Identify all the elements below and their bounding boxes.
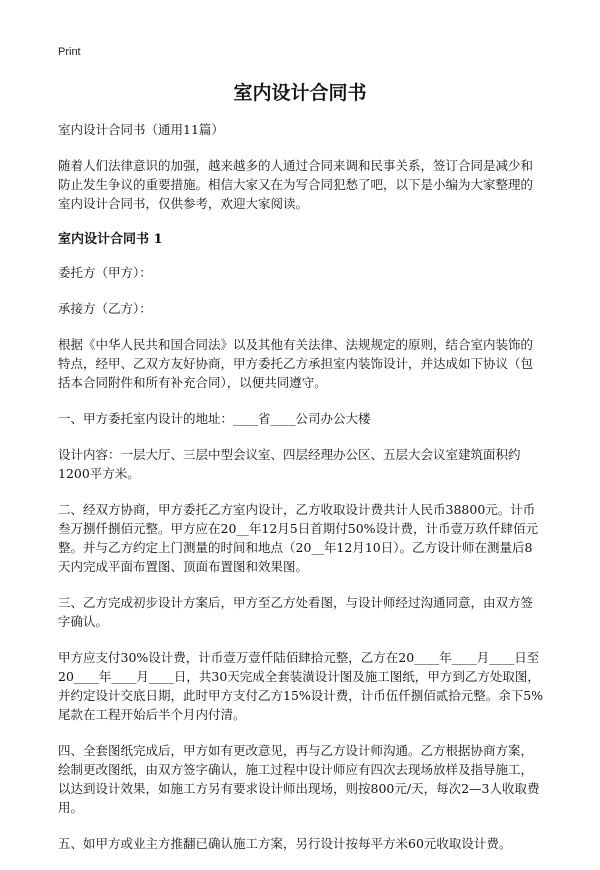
print-link[interactable]: Print (58, 46, 81, 58)
contractor-line: 承接方（乙方）： (58, 301, 152, 316)
intro-paragraph: 随着人们法律意识的加强，越来越多的人通过合同来调和民事关系，签订合同是减少和防止发生争议的重要措施。相信大家又在为写合同犯愁了吧，以下是小编为大家整理的室内设计合同书，仅供参考，欢迎大家阅读。 (58, 158, 534, 211)
document-title: 室内设计合同书 (233, 82, 367, 104)
payment-paragraph: 甲方应支付30%设计费，计币壹万壹仟陆佰肆拾元整，乙方在20____年____月____日至20____年____月____日，共30天完成全套装潢设计图及施工图纸，甲方到乙方处取图，并约定设计交底日期，此时甲方支付乙方15%设计费，计币伍仟捌佰贰拾元整。余下5%尾款在工程开始后半个月内付清。 (58, 650, 544, 722)
clause-4: 四、全套图纸完成后，甲方如有更改意见，再与乙方设计师沟通。乙方根据协商方案，绘制更改图纸，由双方签字确认，施工过程中设计师应有四次去现场放样及指导施工，以达到设计效果，如施工方另有要求设计师出现场，则按800元/天，每次2—3人收取费用。 (58, 743, 540, 815)
basis-paragraph: 根据《中华人民共和国合同法》以及其他有关法律、法规规定的原则，结合室内装饰的特点，经甲、乙双方友好协商，甲方委托乙方承担室内装饰设计，并达成如下协议（包括本合同附件和所有补充合同），以便共同遵守。 (58, 337, 534, 390)
clause-3: 三、乙方完成初步设计方案后，甲方至乙方处看图，与设计师经过沟通同意，由双方签字确认。 (58, 595, 534, 629)
clause-2: 二、经双方协商，甲方委托乙方室内设计，乙方收取设计费共计人民币38800元。计币叁万捌仟捌佰元整。甲方应在20__年12月5日首期付50%设计费，计币壹万玖仟肆佰元整。并与乙方约定上门测量的时间和地点（20__年12月10日）。乙方设计师在测量后8天内完成平面布置图、顶面布置图和效果图。 (58, 502, 539, 574)
document-body (58, 120, 544, 870)
clause-1: 一、甲方委托室内设计的地址：____省____公司办公大楼 (58, 411, 371, 426)
clause-5: 五、如甲方或业主方推翻已确认施工方案，另行设计按每平方米60元收取设计费。 (58, 836, 512, 851)
design-content-paragraph: 设计内容：一层大厅、三层中型会议室、四层经理办公区、五层大会议室建筑面积约1200平方米。 (58, 447, 521, 481)
client-line: 委托方（甲方）： (58, 265, 152, 280)
section-heading: 室内设计合同书 1 (58, 232, 163, 247)
document-subtitle: 室内设计合同书（通用11篇） (58, 122, 224, 137)
